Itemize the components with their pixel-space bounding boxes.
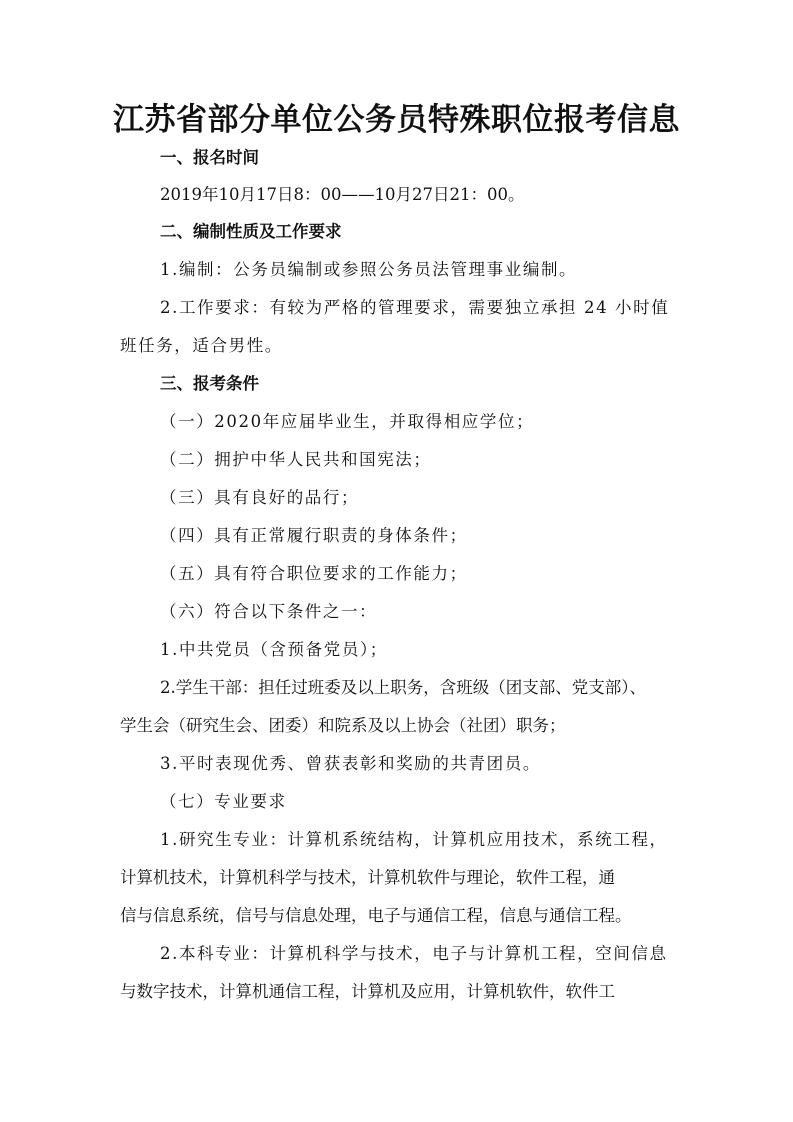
- undergraduate-majors-text-continued: 与数字技术，计算机通信工程，计算机及应用，计算机软件，软件工: [120, 982, 615, 1001]
- eligibility-item-1: （一）2020年应届毕业生，并取得相应学位；: [160, 412, 535, 431]
- eligibility-subitem-league-member: 3.平时表现优秀、曾获表彰和奖励的共青团员。: [160, 754, 541, 773]
- work-requirement-text: 2.工作要求：有较为严格的管理要求，需要独立承担 24 小时值: [160, 298, 670, 317]
- staffing-text: 1.编制：公务员编制或参照公务员法管理事业编制。: [160, 260, 578, 279]
- section-heading-registration-time: 一、报名时间: [160, 148, 259, 167]
- graduate-majors-text-continued-1: 计算机技术，计算机科学与技术，计算机软件与理论，软件工程，通: [120, 868, 615, 887]
- eligibility-item-2: （二）拥护中华人民共和国宪法；: [160, 450, 432, 469]
- undergraduate-majors-text: 2.本科专业：计算机科学与技术，电子与计算机工程，空间信息: [160, 944, 668, 963]
- section-heading-eligibility: 三、报考条件: [160, 374, 259, 393]
- eligibility-item-3: （三）具有良好的品行；: [160, 488, 360, 507]
- eligibility-item-5: （五）具有符合职位要求的工作能力；: [160, 564, 468, 583]
- eligibility-subitem-student-cadre-continued: 学生会（研究生会、团委）和院系及以上协会（社团）职务；: [120, 716, 566, 735]
- work-requirement-text-continued: 班任务，适合男性。: [120, 336, 283, 355]
- eligibility-item-6: （六）符合以下条件之一：: [160, 602, 378, 621]
- eligibility-subitem-student-cadre: 2.学生干部：担任过班委及以上职务，含班级（团支部、党支部）、: [160, 678, 646, 697]
- graduate-majors-text-continued-2: 信与信息系统，信号与信息处理，电子与通信工程，信息与通信工程。: [120, 906, 632, 925]
- eligibility-item-7-major: （七）专业要求: [160, 792, 287, 811]
- section-heading-staffing-and-requirements: 二、编制性质及工作要求: [160, 222, 342, 241]
- eligibility-item-4: （四）具有正常履行职责的身体条件；: [160, 526, 468, 545]
- registration-time-text: 2019年10月17日8：00——10月27日21：00。: [160, 185, 525, 204]
- eligibility-subitem-party-member: 1.中共党员（含预备党员）；: [160, 640, 388, 659]
- graduate-majors-text: 1.研究生专业：计算机系统结构，计算机应用技术，系统工程，: [160, 830, 668, 849]
- document-title: 江苏省部分单位公务员特殊职位报考信息: [113, 102, 680, 138]
